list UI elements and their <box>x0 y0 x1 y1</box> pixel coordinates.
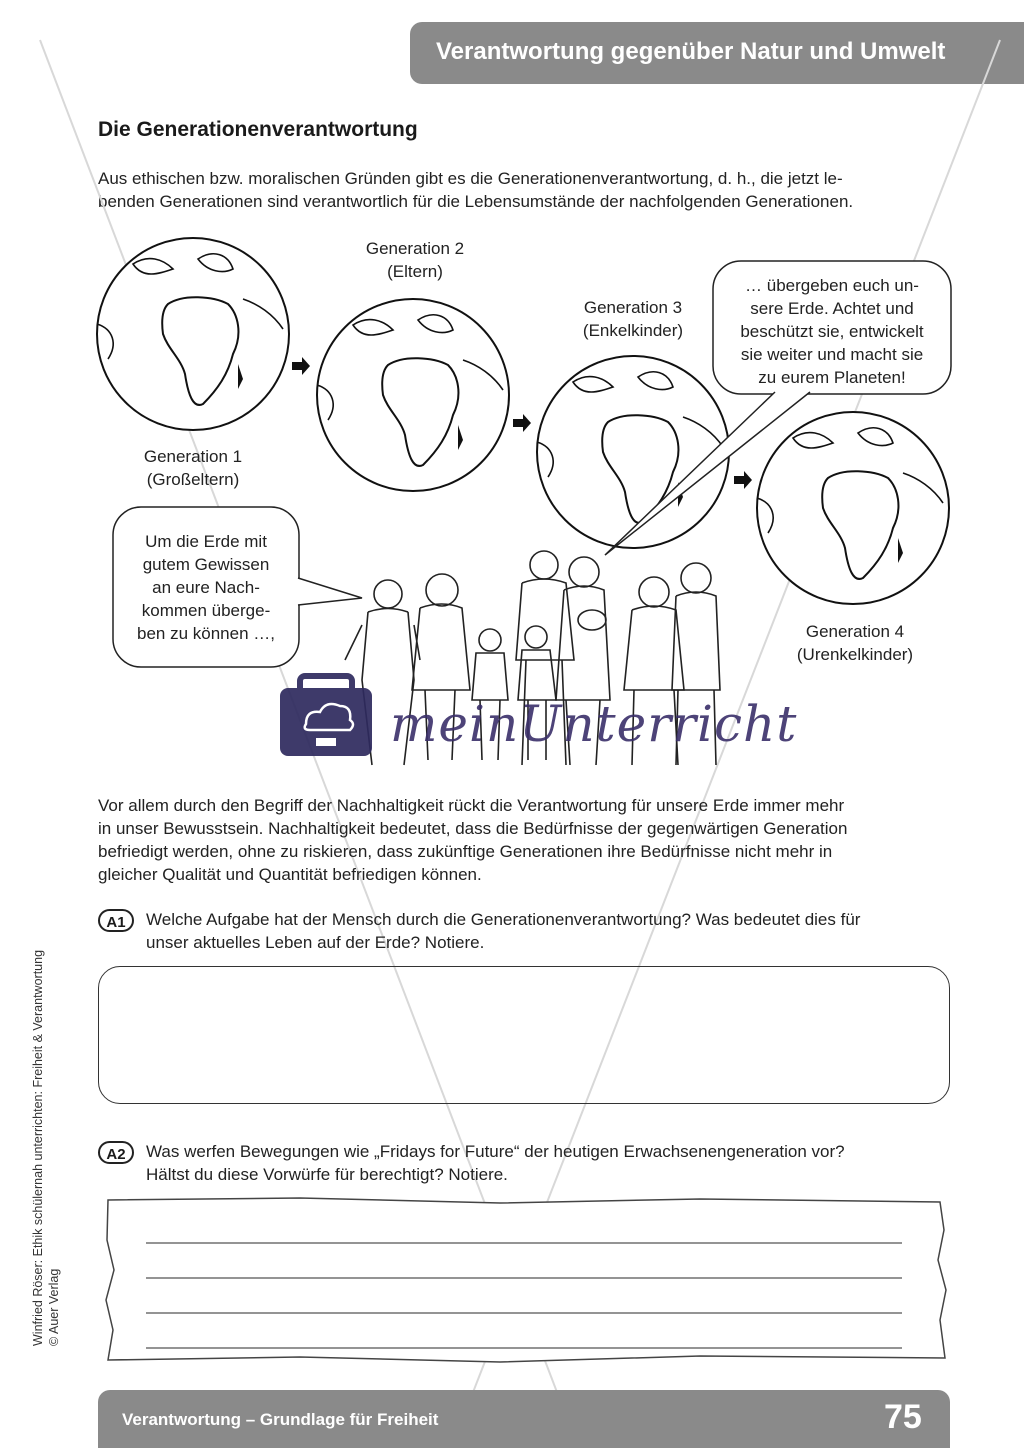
task-a1-text <box>146 908 946 954</box>
bubble-line: Um die Erde mit <box>145 532 267 551</box>
watermark-text: meinUnterricht <box>390 695 798 753</box>
bubble-line: sere Erde. Achtet und <box>750 299 914 318</box>
paragraph-line: Vor allem durch den Begriff der Nachhaltigkeit rückt die Verantwortung für unsere Erde immer mehr <box>98 796 845 815</box>
generation-name: Generation 1 <box>143 447 243 466</box>
generation-group: (Großeltern) <box>146 470 240 489</box>
side-credit <box>30 906 62 1346</box>
credit-line: © Auer Verlag <box>47 1268 61 1346</box>
generation-group: (Enkelkinder) <box>582 321 684 340</box>
task-a1-badge: A1 <box>98 909 134 932</box>
footer-title: Verantwortung – Grundlage für Freiheit <box>122 1410 439 1429</box>
sustainability-paragraph <box>98 794 948 886</box>
generation-group: (Urenkelkinder) <box>796 645 914 664</box>
bubble-line: … übergeben euch un- <box>745 276 919 295</box>
paragraph-line: in unser Bewusstsein. Nachhaltigkeit bedeutet, dass die Bedürfnisse der gegenwärtigen Generation <box>98 819 848 838</box>
generation-3-label <box>574 296 692 342</box>
generation-name: Generation 3 <box>583 298 683 317</box>
bubble-line: beschützt sie, entwickelt <box>740 322 924 341</box>
paragraph-line: gleicher Qualität und Quantität befriedigen können. <box>98 865 482 884</box>
task-a2-text <box>146 1140 946 1186</box>
watermark-logo <box>280 676 372 756</box>
section-title: Die Generationenverantwortung <box>98 118 418 141</box>
bubble-line: sie weiter und macht sie <box>740 345 924 364</box>
intro-line: benden Generationen sind verantwortlich für die Lebensumstände der nachfolgenden Generationen. <box>98 192 854 211</box>
bubble-line: kommen überge- <box>141 601 271 620</box>
bubble-line: gutem Gewissen <box>142 555 270 574</box>
globe-generation-4-icon <box>757 412 949 604</box>
page-number: 75 <box>884 1398 922 1436</box>
globe-generation-1-icon <box>97 238 289 430</box>
arrow-right-icon <box>734 471 752 489</box>
generation-1-label <box>135 445 251 491</box>
header-title: Verantwortung gegenüber Natur und Umwelt <box>436 38 946 65</box>
generation-name: Generation 4 <box>805 622 905 641</box>
task-line: Hältst du diese Vorwürfe für berechtigt? Notiere. <box>146 1165 508 1184</box>
paragraph-line: befriedigt werden, ohne zu riskieren, dass zukünftige Generationen ihre Bedürfnisse nicht mehr in <box>98 842 833 861</box>
generation-4-label <box>786 620 924 666</box>
generation-group: (Eltern) <box>387 262 443 281</box>
intro-line: Aus ethischen bzw. moralischen Gründen gibt es die Generationenverantwortung, d. h., die jetzt le- <box>98 169 843 188</box>
bubble-line: zu eurem Planeten! <box>758 368 906 387</box>
task-line: Welche Aufgabe hat der Mensch durch die Generationenverantwortung? Was bedeutet dies für <box>146 910 861 929</box>
task-a2-badge: A2 <box>98 1141 134 1164</box>
arrow-right-icon <box>292 357 310 375</box>
task-line: unser aktuelles Leben auf der Erde? Notiere. <box>146 933 485 952</box>
credit-line: Winfried Röser: Ethik schülernah unterrichten: Freiheit & Verantwortung <box>31 949 45 1346</box>
bubble-line: an eure Nach- <box>152 578 260 597</box>
lined-answer-paper <box>106 1198 946 1362</box>
speech-bubble-left-text <box>118 530 294 645</box>
globe-generation-3-icon <box>537 356 729 548</box>
generation-name: Generation 2 <box>365 239 465 258</box>
generation-2-label <box>360 237 470 283</box>
arrow-right-icon <box>513 414 531 432</box>
bubble-line: ben zu können …, <box>137 624 275 643</box>
task-a1-answer-box[interactable] <box>98 966 950 1104</box>
task-line: Was werfen Bewegungen wie „Fridays for Future“ der heutigen Erwachsenengeneration vor? <box>146 1142 845 1161</box>
speech-bubble-right-text <box>718 274 946 389</box>
globe-generation-2-icon <box>317 299 509 491</box>
